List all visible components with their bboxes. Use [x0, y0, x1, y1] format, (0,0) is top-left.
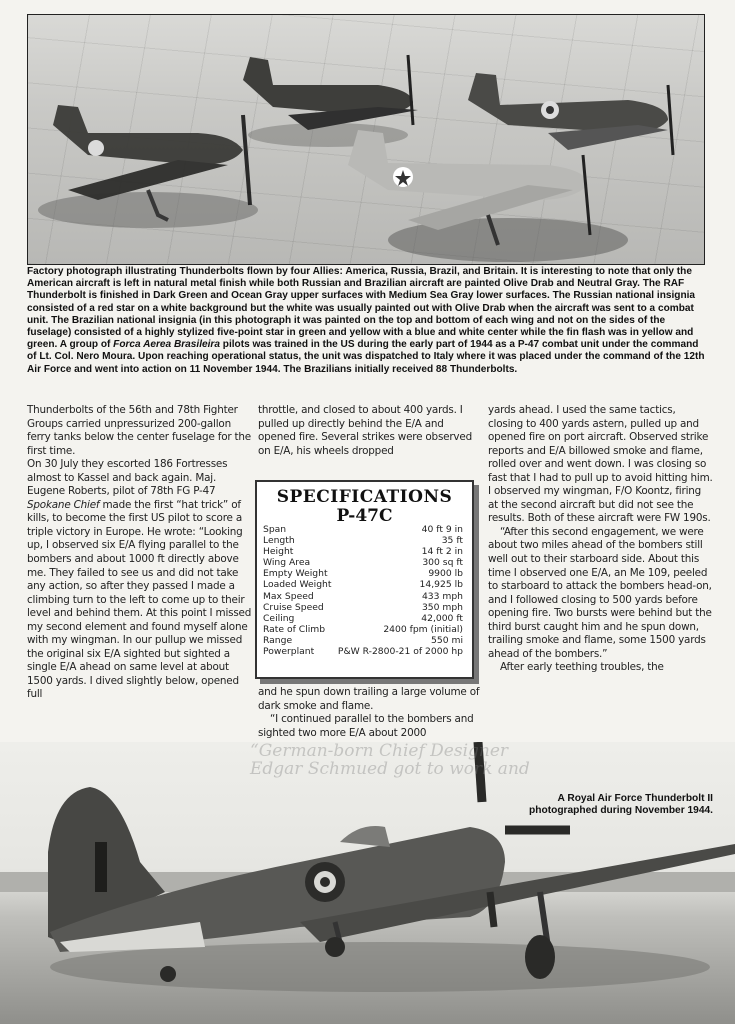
spec-value: 2400 fpm (initial) — [383, 623, 463, 635]
spec-label: Ceiling — [263, 612, 295, 624]
spec-row — [263, 613, 463, 624]
paragraph: throttle, and closed to about 400 yards. I pulled up directly behind the E/A and opened fire. Several strikes were observed on E/A, his wheels dropped — [258, 404, 472, 457]
bleed-through-text — [250, 742, 530, 778]
spec-row — [263, 602, 463, 613]
main-wheel-left — [325, 937, 345, 957]
roundel-center — [320, 877, 330, 887]
raf-thunderbolt — [468, 73, 673, 155]
spec-value: 550 mi — [431, 634, 463, 646]
spec-label: Loaded Weight — [263, 579, 332, 591]
specifications-model: P-47C — [336, 506, 393, 526]
top-photo-caption — [27, 266, 707, 376]
spec-row — [263, 591, 463, 602]
fin-flash — [95, 842, 107, 892]
spec-label: Range — [263, 634, 293, 646]
spec-row — [263, 568, 463, 579]
paragraph: yards ahead. I used the same tactics, closing to 400 yards astern, pulled up and opened fire on port aircraft. Observed strike reports and E/A billowed smoke and flame, rolled over and went down. I was closing so fast that I had to pull up to avoid hitting him. I observed my wingman, F/O Koontz, firing at the second aircraft but did not see the results. Both of these aircraft were FW 190s. — [488, 404, 713, 525]
paragraph — [27, 458, 252, 702]
aircraft-shadow — [50, 942, 710, 992]
article-column-1 — [27, 404, 252, 702]
canopy — [340, 826, 390, 847]
paragraph: “After this second engagement, we were about two miles ahead of the bombers still well out to their starboard side. About this time I observed one E/A, an Me 109, peeled to starboard to attack the bombers head-on, and I followed closing to 500 yards before opening fire. Two bursts were behind but the third burst caught him and he spun down, trailing smoke and flame, some 1500 yards ahead of the bombers.” — [488, 525, 712, 660]
aircraft-shadow — [38, 192, 258, 228]
caption-italic-fab: Forca Aerea Brasileira — [113, 339, 220, 351]
spec-row — [263, 579, 463, 590]
spec-label: Empty Weight — [263, 568, 328, 580]
spec-label: Cruise Speed — [263, 601, 324, 613]
spec-label: Length — [263, 535, 295, 547]
paragraph-text: made the first “hat trick” of kills, to become the first US pilot to score a triple victory in Europe. He wrote: “Looking up, I observed six E/A flying parallel to the bombers and about 1000 ft directly above me. They failed to see us and did not take any action, so after they passed I made a climbing turn to the left to come up to their level and behind them. At this point I missed my second element and found myself alone with my wingman. In our pullup we missed the original six E/A sighted but sighted a single E/A ahead on same level at about 1500 yards. I dived slightly below, opened full — [27, 498, 252, 701]
caption-text-part1: Factory photograph illustrating Thunderbolts flown by four Allies: America, Russia, Brazil, and Britain. It is interesting to note that only the American aircraft is left in natural metal finish while both Russian and Brazilian aircraft are painted Olive Drab and Neutral Gray. The RAF Thunderbolt is finished in Dark Green and Ocean Gray upper surfaces with Medium Sea Gray lower surfaces. The Russian national insignia consisted of a red star on a white background but the white was usually painted out with Olive Drab when the aircraft was sent to a combat unit. The Brazilian national insignia (in this photograph it was painted on the top and bottom of each wing and not on the sides of the fuselage) consisted of a highly stylized five-point star in green and yellow with a blue and white center while the fin flash was in yellow and green. A group of — [27, 266, 696, 351]
spec-value: 350 mph — [421, 601, 463, 613]
caption-text-part2: pilots was trained in the US during the early part of 1944 as a P-47 combat unit under the command of Lt. Col. Nero Moura. Upon reaching operational status, the unit was dispatched to Italy where it was placed under the command of the 12th Air Force and went into action on 11 November 1944. The Brazilians initially received 88 Thunderbolts. — [27, 339, 705, 375]
propeller-blade — [490, 892, 494, 927]
spec-value: P&W R-2800-21 of 2000 hp — [337, 646, 463, 658]
bottom-photo-caption: A Royal Air Force Thunderbolt II photographed during November 1944. — [529, 793, 713, 817]
paragraph: Thunderbolts of the 56th and 78th Fighter Groups carried unpressurized 200-gallon ferry tanks below the center fuselage for the first time. — [27, 404, 251, 457]
four-aircraft-illustration — [28, 15, 704, 264]
paragraph: “I continued parallel to the bombers and sighted two more E/A about 2000 — [258, 713, 474, 739]
bleed-through-line: “German-born Chief Designer — [250, 741, 509, 761]
spec-row — [263, 524, 463, 535]
spec-row — [263, 624, 463, 635]
spec-row — [263, 535, 463, 546]
article-column-3 — [488, 404, 713, 675]
spec-row — [263, 557, 463, 568]
spec-value: 35 ft — [441, 535, 463, 547]
spec-value: 14,925 lb — [419, 579, 463, 591]
spec-row — [263, 646, 463, 657]
brazilian-thunderbolt — [243, 55, 418, 130]
spec-value: 433 mph — [421, 590, 463, 602]
tail-wheel — [160, 966, 176, 982]
spec-value: 300 sq ft — [422, 557, 463, 569]
spec-value: 40 ft 9 in — [421, 524, 463, 535]
specifications-box — [255, 480, 474, 679]
bleed-through-line: Edgar Schmued got to work and — [250, 759, 530, 779]
spec-value: 14 ft 2 in — [421, 546, 463, 558]
article-column-2-bottom — [258, 686, 483, 740]
spec-value: 9900 lb — [428, 568, 463, 580]
paragraph: and he spun down trailing a large volume of dark smoke and flame. — [258, 686, 480, 712]
specifications-title: SPECIFICATIONS — [276, 487, 453, 507]
top-photo-four-thunderbolts — [27, 14, 705, 265]
paragraph-text: On 30 July they escorted 186 Fortresses almost to Kassel and back again. Maj. Eugene Roberts, pilot of 78th FG P-47 — [27, 458, 228, 498]
spec-label: Span — [263, 524, 287, 535]
spec-label: Rate of Climb — [263, 623, 326, 635]
article-column-2-top — [258, 404, 483, 458]
spec-label: Max Speed — [263, 590, 314, 602]
bottom-photo-raf-thunderbolt — [0, 742, 735, 1024]
spec-row — [263, 546, 463, 557]
spec-value: 42,000 ft — [421, 612, 463, 624]
main-wheel — [525, 935, 555, 979]
aircraft-name-italic: Spokane Chief — [27, 498, 100, 511]
raf-thunderbolt-illustration — [0, 742, 735, 1024]
paragraph: After early teething troubles, the — [500, 661, 664, 674]
spec-label: Powerplant — [263, 646, 315, 658]
spec-label: Height — [263, 546, 294, 558]
spec-label: Wing Area — [263, 557, 311, 569]
spec-row — [263, 635, 463, 646]
specifications-table — [263, 524, 463, 657]
